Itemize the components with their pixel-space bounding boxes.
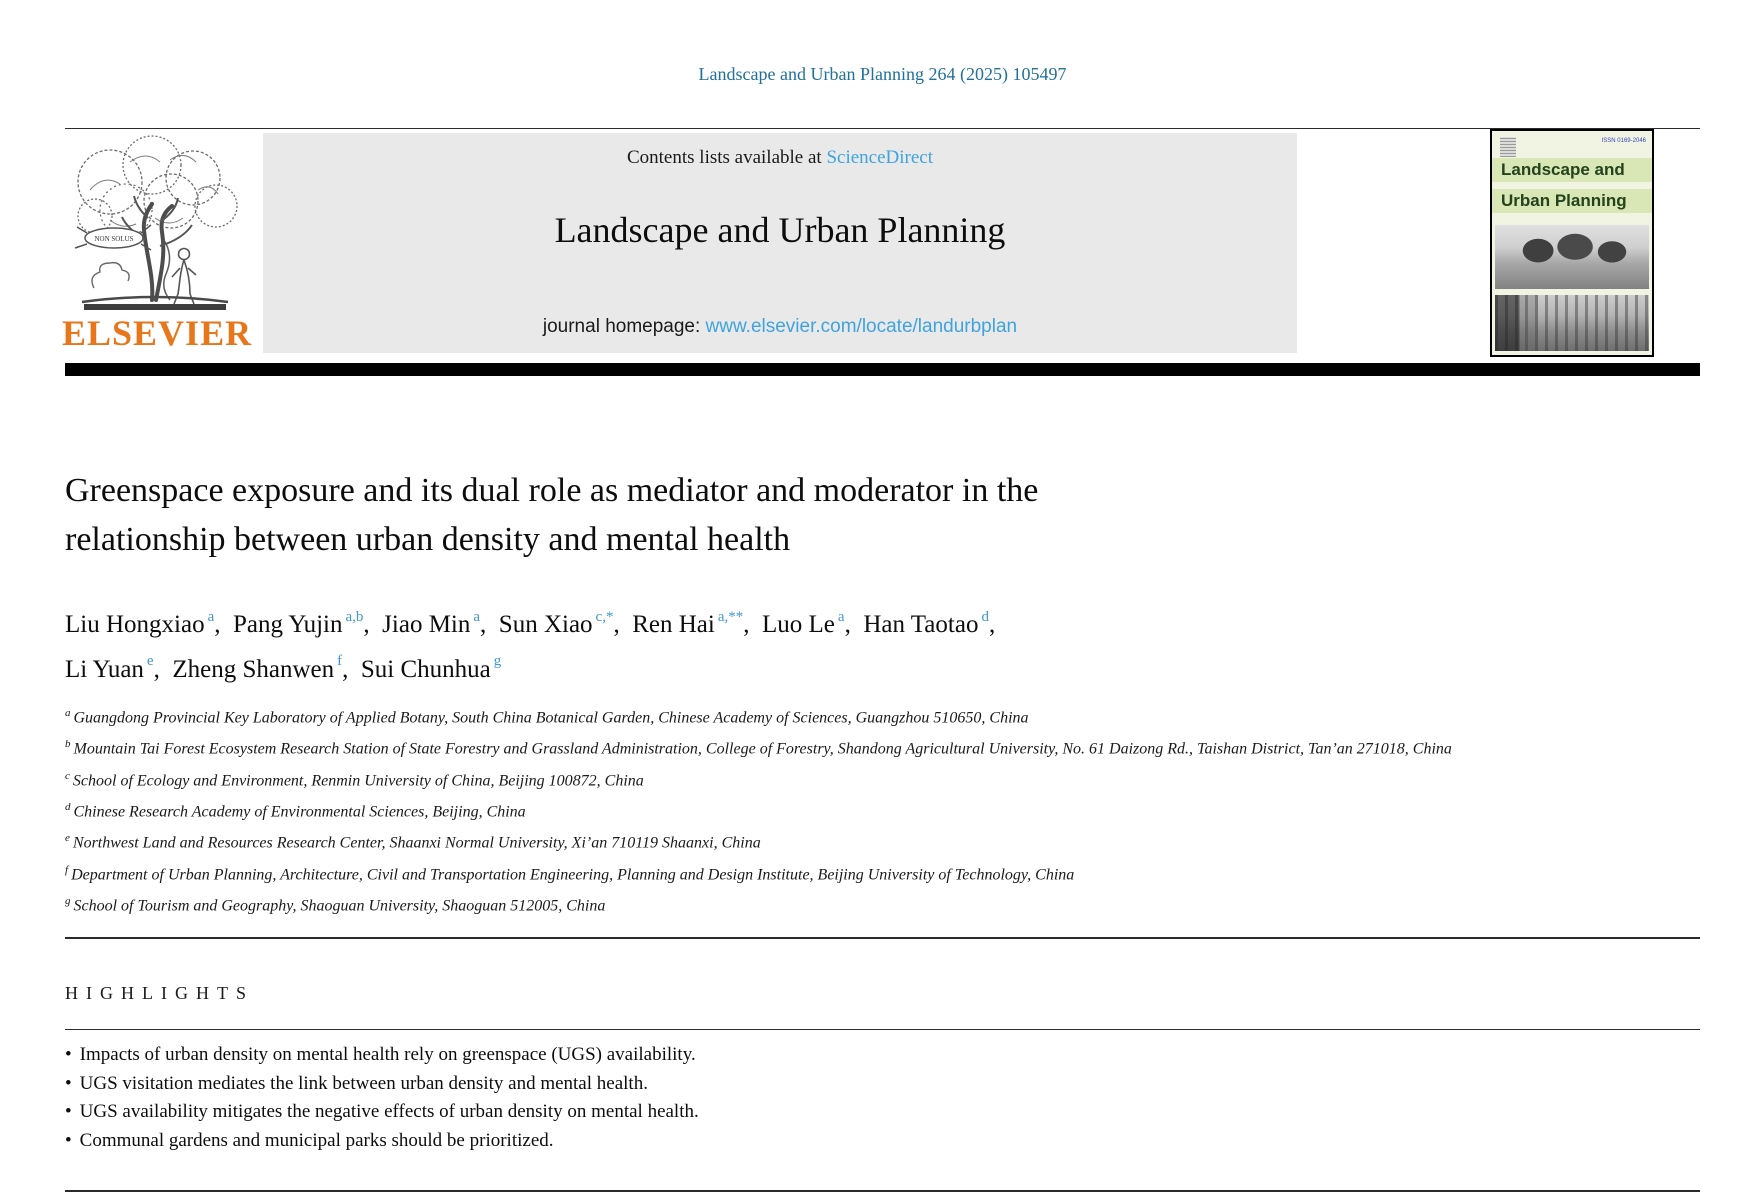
author: [499, 611, 626, 638]
author-name: Li Yuan: [65, 655, 144, 683]
bullet-icon: •: [65, 1129, 72, 1151]
cover-title-stripe: [1492, 189, 1652, 213]
author-affiliation-ref[interactable]: a,b: [345, 609, 364, 625]
cover-photo-urban: [1495, 295, 1649, 351]
affiliation-text: Guangdong Provincial Key Laboratory of Applied Botany, South China Botanical Garden, Chinese Academy of Sciences, Guangzhou 510650, China: [73, 709, 1029, 727]
affiliation-letter: c: [65, 769, 70, 782]
author-separator: ,: [844, 611, 858, 639]
cover-photo-landscape: [1495, 225, 1649, 289]
bullet-icon: •: [65, 1072, 72, 1094]
elsevier-tree-icon: [60, 134, 250, 312]
author-separator: ,: [988, 611, 996, 639]
highlight-text: UGS visitation mediates the link between urban density and mental health.: [79, 1072, 648, 1094]
affiliation-letter: f: [65, 863, 69, 876]
bullet-icon: •: [65, 1044, 72, 1065]
author-affiliation-ref[interactable]: a: [473, 609, 481, 625]
author-separator: ,: [153, 655, 167, 683]
author: [233, 611, 376, 638]
section-rule: [65, 1029, 1700, 1030]
article-title-line1: Greenspace exposure and its dual role as mediator and moderator in the: [65, 472, 1039, 509]
author-affiliation-ref[interactable]: d: [981, 609, 989, 625]
author-name: Ren Hai: [632, 611, 715, 639]
author-separator: ,: [342, 655, 355, 683]
affiliation-letter: g: [65, 894, 71, 907]
affiliation: [65, 857, 1525, 888]
author-separator: ,: [480, 611, 493, 639]
author: [863, 611, 995, 638]
affiliation: [65, 888, 1525, 919]
affiliation-letter: d: [65, 800, 71, 813]
journal-name: Landscape and Urban Planning: [554, 210, 1006, 250]
contents-line: [263, 147, 1297, 169]
affiliation-letter: a: [65, 707, 71, 719]
highlight-item: [65, 1041, 1465, 1070]
author-affiliation-ref[interactable]: c,*: [595, 609, 614, 625]
highlight-text: Communal gardens and municipal parks should be prioritized.: [79, 1129, 554, 1151]
affiliation-letter: b: [65, 738, 71, 751]
journal-cover-thumbnail[interactable]: [1490, 129, 1654, 357]
affiliation: [65, 763, 1525, 794]
author-affiliation-ref[interactable]: a,**: [717, 609, 744, 625]
affiliation: [65, 825, 1525, 856]
highlights-heading: HIGHLIGHTS: [65, 983, 254, 1003]
affiliation-list: [65, 700, 1525, 919]
elsevier-logo: [60, 134, 260, 354]
affiliation-text: School of Ecology and Environment, Renmin University of China, Beijing 100872, China: [72, 771, 644, 789]
affiliation: [65, 731, 1525, 762]
author: [65, 611, 227, 638]
bullet-icon: •: [65, 1101, 72, 1123]
section-rule: [65, 937, 1700, 939]
author-affiliation-ref[interactable]: g: [493, 653, 502, 670]
cover-issn-text: ISSN 0169-2046: [1601, 138, 1646, 144]
header-top-rule: [65, 128, 1700, 129]
affiliation-text: Chinese Research Academy of Environmental Sciences, Beijing, China: [73, 803, 526, 821]
article-title: [65, 466, 1625, 564]
cover-elsevier-mini-logo: [1500, 137, 1516, 157]
sciencedirect-link[interactable]: ScienceDirect: [826, 147, 934, 168]
affiliation-text: Mountain Tai Forest Ecosystem Research Station of State Forestry and Grassland Administration, College of Forestry, Shandong Agricultural University, No. 61 Daizong Rd., Taishan District, Tan’an 271018, China: [73, 740, 1452, 758]
author-separator: ,: [743, 611, 756, 639]
author: [762, 611, 857, 638]
citation-header-link[interactable]: Landscape and Urban Planning 264 (2025) 105497: [698, 64, 1067, 84]
author-affiliation-ref[interactable]: f: [337, 653, 343, 670]
author-name: Sun Xiao: [498, 611, 593, 639]
cover-title-line2: Urban Planning: [1501, 191, 1627, 210]
elsevier-wordmark: ELSEVIER: [62, 313, 253, 353]
highlight-item: [65, 1098, 1465, 1127]
affiliation-text: Northwest Land and Resources Research Center, Shaanxi Normal University, Xi’an 710119 Shaanxi, China: [72, 834, 761, 852]
author-separator: ,: [214, 611, 227, 639]
author-separator: ,: [363, 611, 376, 639]
author-name: Jiao Min: [382, 611, 471, 639]
author: [632, 611, 756, 638]
author-list: [65, 600, 1625, 689]
author-separator: ,: [613, 611, 626, 639]
bottom-rule: [65, 1190, 1700, 1192]
journal-banner: [263, 133, 1297, 353]
cover-title-line1: Landscape and: [1501, 160, 1625, 179]
author-name: Zheng Shanwen: [172, 655, 335, 683]
homepage-prefix: journal homepage:: [542, 316, 706, 337]
elsevier-motto: NON SOLUS: [94, 235, 134, 243]
cover-title-stripe: [1492, 158, 1652, 182]
author-affiliation-ref[interactable]: a: [837, 609, 845, 625]
author: [382, 611, 492, 638]
author-line: [65, 600, 1625, 644]
highlight-text: UGS availability mitigates the negative effects of urban density on mental health.: [79, 1101, 699, 1123]
affiliation: [65, 794, 1525, 825]
highlights-list: [65, 1041, 1465, 1155]
highlight-item: [65, 1070, 1465, 1099]
affiliation-text: Department of Urban Planning, Architecture, Civil and Transportation Engineering, Planning and Design Institute, Beijing University of Technology, China: [71, 865, 1075, 883]
affiliation: [65, 700, 1525, 731]
author: [172, 653, 355, 683]
author-affiliation-ref[interactable]: e: [146, 653, 154, 670]
author-name: Sui Chunhua: [360, 655, 491, 683]
author-affiliation-ref[interactable]: a: [207, 609, 215, 625]
author: [360, 653, 502, 683]
author-name: Pang Yujin: [233, 611, 343, 639]
author-name: Luo Le: [762, 611, 835, 639]
affiliation-text: School of Tourism and Geography, Shaoguan University, Shaoguan 512005, China: [73, 897, 606, 915]
article-title-line2: relationship between urban density and mental health: [65, 521, 791, 558]
header-divider-bar: [65, 363, 1700, 376]
affiliation-letter: e: [65, 832, 70, 845]
contents-prefix: Contents lists available at: [626, 147, 827, 168]
author-name: Han Taotao: [863, 611, 979, 639]
author-line: [65, 644, 1625, 688]
highlight-item: [65, 1127, 1465, 1156]
author-name: Liu Hongxiao: [65, 611, 205, 639]
homepage-line: [263, 316, 1297, 338]
homepage-url-link[interactable]: www.elsevier.com/locate/landurbplan: [705, 316, 1018, 337]
highlight-text: Impacts of urban density on mental health rely on greenspace (UGS) availability.: [79, 1044, 696, 1065]
author: [65, 653, 167, 683]
